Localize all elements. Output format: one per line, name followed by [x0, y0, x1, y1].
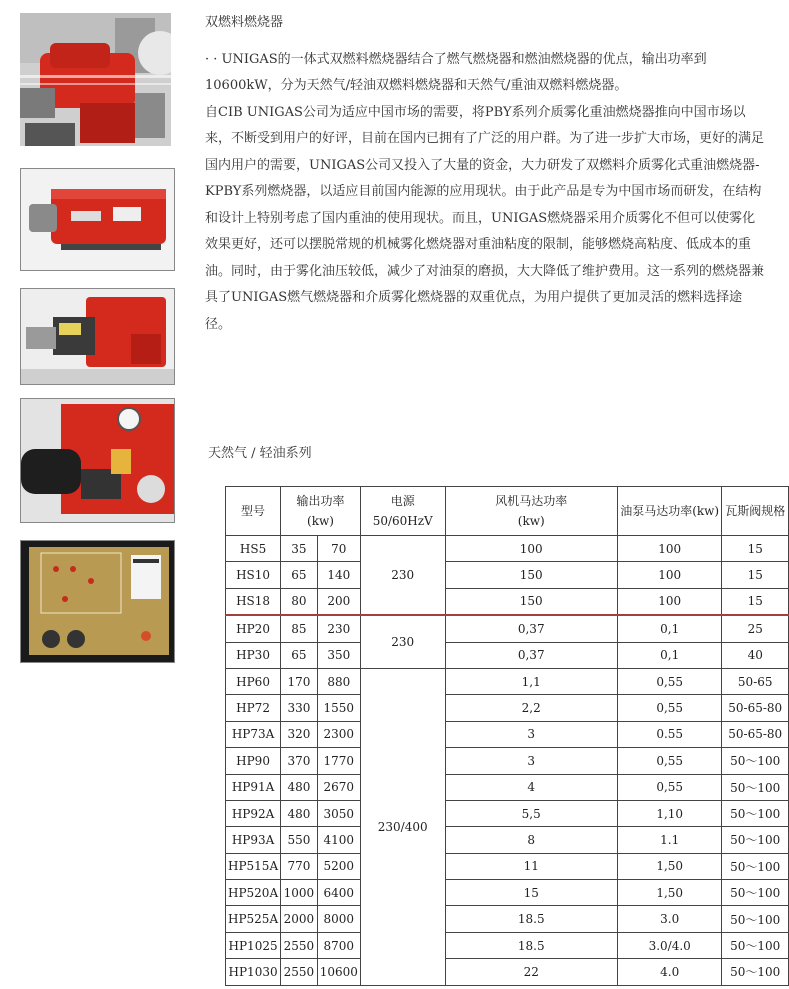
cell-output-min: 80	[281, 588, 318, 615]
cell-output-max: 230	[317, 615, 360, 642]
cell-pump-power: 0.55	[617, 721, 722, 747]
cell-output-min: 2550	[281, 932, 318, 958]
cell-output-max: 350	[317, 642, 360, 668]
control-panel-photo	[20, 540, 175, 663]
table-row	[226, 853, 789, 879]
cell-model: HP60	[226, 668, 281, 694]
cell-voltage: 230	[360, 536, 445, 616]
cell-output-max: 1770	[317, 748, 360, 774]
cell-gas-valve: 50～100	[722, 880, 789, 906]
cell-output-max: 10600	[317, 959, 360, 985]
cell-gas-valve: 50～100	[722, 800, 789, 826]
header-gas-valve: 瓦斯阀规格	[722, 487, 789, 536]
table-row	[226, 774, 789, 800]
cell-fan-power: 5,5	[445, 800, 617, 826]
table-row	[226, 748, 789, 774]
cell-pump-power: 3.0/4.0	[617, 932, 722, 958]
cell-output-max: 5200	[317, 853, 360, 879]
cell-gas-valve: 50-65	[722, 668, 789, 694]
table-row	[226, 906, 789, 932]
dual-burner-photo-1	[20, 13, 171, 146]
table-row	[226, 588, 789, 615]
header-fan-unit: (kw)	[517, 514, 545, 528]
cell-fan-power: 11	[445, 853, 617, 879]
hs5-burner-photo	[20, 168, 175, 271]
cell-fan-power: 3	[445, 721, 617, 747]
cell-fan-power: 18.5	[445, 932, 617, 958]
cell-output-min: 330	[281, 695, 318, 721]
cell-output-min: 480	[281, 800, 318, 826]
description-text	[205, 10, 765, 338]
cell-model: HP93A	[226, 827, 281, 853]
cell-output-min: 2550	[281, 959, 318, 985]
table-row	[226, 800, 789, 826]
cell-voltage: 230	[360, 615, 445, 668]
table-row	[226, 721, 789, 747]
cell-model: HP73A	[226, 721, 281, 747]
cell-gas-valve: 50～100	[722, 853, 789, 879]
cell-output-max: 8000	[317, 906, 360, 932]
table-row	[226, 695, 789, 721]
cell-gas-valve: 50-65-80	[722, 695, 789, 721]
header-output	[281, 487, 361, 536]
burner-image	[20, 13, 171, 146]
page-heading: 双燃料燃烧器	[205, 15, 284, 30]
cell-voltage: 230/400	[360, 668, 445, 985]
cell-output-min: 85	[281, 615, 318, 642]
cell-pump-power: 0,55	[617, 695, 722, 721]
header-power-supply: 电源50/60HzV	[360, 487, 445, 536]
cell-output-min: 320	[281, 721, 318, 747]
cell-model: HP92A	[226, 800, 281, 826]
cell-output-min: 170	[281, 668, 318, 694]
cell-output-min: 65	[281, 562, 318, 588]
control-panel-image	[21, 541, 174, 662]
body-paragraph: 自CIB UNIGAS公司为适应中国市场的需要，将PBY系列介质雾化重油燃烧器推向中国市场以来，不断受到用户的好评，目前在国内已拥有了广泛的用户群。为了进一步扩大市场，更好的满足国内用户的需要，UNIGAS公司又投入了大量的资金，大力研发了双燃料介质雾化式重油燃烧器-KPBY系列燃烧器，以适应目前国内能源的应用现状。由于此产品是专为中国市场而研发，在结构和设计上特别考虑了国内重油的使用现状。而且，UNIGAS燃烧器采用介质雾化不但可以使雾化效果更好，还可以摆脱常规的机械雾化燃烧器对重油粘度的限制，能够燃烧高粘度、低成本的重油。同时，由于雾化油压较低，减少了对油泵的磨损，大大降低了维护费用。这一系列的燃烧器兼具了UNIGAS燃气燃烧器和介质雾化燃烧器的双重优点，为用户提供了更加灵活的燃料选择途径。	[205, 104, 765, 332]
cell-model: HS5	[226, 536, 281, 562]
cell-gas-valve: 50～100	[722, 906, 789, 932]
cell-pump-power: 0,55	[617, 748, 722, 774]
cell-gas-valve: 15	[722, 588, 789, 615]
cell-pump-power: 0,55	[617, 668, 722, 694]
cell-model: HP515A	[226, 853, 281, 879]
cell-gas-valve: 50～100	[722, 827, 789, 853]
cell-output-min: 35	[281, 536, 318, 562]
cell-output-max: 880	[317, 668, 360, 694]
header-output-label: 输出功率	[296, 494, 345, 508]
cell-pump-power: 1.1	[617, 827, 722, 853]
cell-fan-power: 3	[445, 748, 617, 774]
cell-pump-power: 0,1	[617, 615, 722, 642]
cell-gas-valve: 50-65-80	[722, 721, 789, 747]
cell-output-min: 2000	[281, 906, 318, 932]
cell-model: HP20	[226, 615, 281, 642]
cell-output-max: 200	[317, 588, 360, 615]
cell-model: HP72	[226, 695, 281, 721]
table-row	[226, 827, 789, 853]
cell-gas-valve: 50～100	[722, 774, 789, 800]
table-row	[226, 932, 789, 958]
table-row	[226, 668, 789, 694]
cell-gas-valve: 15	[722, 536, 789, 562]
cell-output-min: 480	[281, 774, 318, 800]
cell-pump-power: 100	[617, 562, 722, 588]
cell-output-max: 1550	[317, 695, 360, 721]
cell-output-max: 4100	[317, 827, 360, 853]
cell-model: HP90	[226, 748, 281, 774]
cell-model: HP1025	[226, 932, 281, 958]
spec-table	[225, 486, 789, 986]
cell-gas-valve: 15	[722, 562, 789, 588]
cell-model: HP1030	[226, 959, 281, 985]
cell-pump-power: 0,1	[617, 642, 722, 668]
table-row	[226, 880, 789, 906]
burner-image	[21, 399, 174, 522]
cell-output-min: 1000	[281, 880, 318, 906]
cell-gas-valve: 50～100	[722, 748, 789, 774]
cell-gas-valve: 50～100	[722, 959, 789, 985]
cell-fan-power: 1,1	[445, 668, 617, 694]
table-body	[226, 536, 789, 986]
cell-pump-power: 1,50	[617, 880, 722, 906]
cell-fan-power: 0,37	[445, 642, 617, 668]
cell-fan-power: 22	[445, 959, 617, 985]
table-row	[226, 959, 789, 985]
table-row	[226, 536, 789, 562]
header-pump-motor: 油泵马达功率(kw)	[617, 487, 722, 536]
header-model: 型号	[226, 487, 281, 536]
header-output-unit: (kw)	[307, 514, 334, 528]
cell-gas-valve: 50～100	[722, 932, 789, 958]
cell-pump-power: 4.0	[617, 959, 722, 985]
table-row	[226, 562, 789, 588]
cell-pump-power: 100	[617, 536, 722, 562]
cell-output-min: 65	[281, 642, 318, 668]
cell-fan-power: 150	[445, 588, 617, 615]
cell-output-max: 70	[317, 536, 360, 562]
header-fan-motor	[445, 487, 617, 536]
cell-pump-power: 3.0	[617, 906, 722, 932]
cell-model: HP525A	[226, 906, 281, 932]
cell-model: HP520A	[226, 880, 281, 906]
cell-fan-power: 0,37	[445, 615, 617, 642]
cell-pump-power: 1,10	[617, 800, 722, 826]
cell-output-min: 770	[281, 853, 318, 879]
cell-gas-valve: 25	[722, 615, 789, 642]
cell-pump-power: 100	[617, 588, 722, 615]
intro-paragraph: · · UNIGAS的一体式双燃料燃烧器结合了燃气燃烧器和燃油燃烧器的优点，输出功率到10600kW，分为天然气/轻油双燃料燃烧器和天然气/重油双燃料燃烧器。	[205, 51, 707, 93]
section-title: 天然气 / 轻油系列	[208, 446, 312, 461]
burner-image	[21, 169, 174, 270]
cell-output-min: 370	[281, 748, 318, 774]
control-box-burner-photo	[20, 288, 175, 385]
cell-fan-power: 2,2	[445, 695, 617, 721]
cell-output-max: 140	[317, 562, 360, 588]
cell-fan-power: 4	[445, 774, 617, 800]
cell-fan-power: 100	[445, 536, 617, 562]
cell-model: HS10	[226, 562, 281, 588]
cell-output-min: 550	[281, 827, 318, 853]
burner-image	[21, 289, 174, 384]
cell-output-max: 6400	[317, 880, 360, 906]
table-row	[226, 642, 789, 668]
cell-fan-power: 18.5	[445, 906, 617, 932]
cell-model: HP30	[226, 642, 281, 668]
cell-gas-valve: 40	[722, 642, 789, 668]
cell-output-max: 8700	[317, 932, 360, 958]
table-row	[226, 615, 789, 642]
cell-model: HP91A	[226, 774, 281, 800]
cell-fan-power: 15	[445, 880, 617, 906]
cell-fan-power: 150	[445, 562, 617, 588]
table-header-row	[226, 487, 789, 536]
cell-fan-power: 8	[445, 827, 617, 853]
cell-pump-power: 1,50	[617, 853, 722, 879]
cell-output-max: 2670	[317, 774, 360, 800]
cell-output-max: 2300	[317, 721, 360, 747]
motor-pump-photo	[20, 398, 175, 523]
cell-model: HS18	[226, 588, 281, 615]
cell-pump-power: 0,55	[617, 774, 722, 800]
cell-output-max: 3050	[317, 800, 360, 826]
header-fan-label: 风机马达功率	[495, 494, 568, 508]
